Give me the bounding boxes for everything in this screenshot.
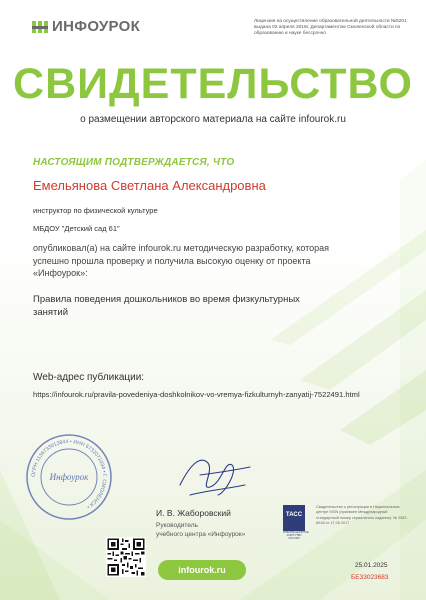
infourok-logo	[32, 18, 140, 35]
recipient-name: Емельянова Светлана Александровна	[33, 178, 266, 193]
certificate-id: БЕ33023683	[351, 574, 389, 581]
logo-text: ИНФОУРОК	[52, 18, 141, 35]
confirm-label: НАСТОЯЩИМ ПОДТВЕРЖДАЕТСЯ, ЧТО	[33, 157, 235, 168]
signer-role	[156, 522, 245, 539]
publication-url[interactable]: https://infourok.ru/pravila-povedeniya-doshkolnikov-vo-vremya-fizkulturnyh-zanyatij-7522491.html	[33, 390, 360, 399]
tass-logo: ТАСС	[283, 505, 305, 531]
recipient-organization: МБДОУ "Детский сад 61"	[33, 224, 120, 233]
signer-name: И. В. Жаборовский	[156, 508, 231, 518]
license-text: Лицензия на осуществление образовательной деятельности №5201 выдана 02 апреля 2018г. Департаментом Смоленской области по образованию и науке бессрочно	[254, 19, 407, 37]
infourok-logo-icon	[32, 19, 48, 35]
signature-graphic	[170, 445, 255, 505]
stamp-ring-text: ОГРН 1136733013844 • ИНН 6732071034 • Г. СМОЛЕНСК •	[30, 438, 108, 510]
issue-date: 25.01.2025	[355, 562, 388, 569]
web-address-label: Web-адрес публикации:	[33, 372, 145, 383]
tass-subtitle: ИНФОРМАЦИОННОЕ АГЕНТСТВО РОССИИ	[283, 531, 309, 540]
signer-role-line2: учебного центра «Инфоурок»	[156, 530, 246, 538]
certificate-title: СВИДЕТЕЛЬСТВО	[13, 60, 413, 108]
signer-role-line1: Руководитель	[156, 522, 198, 529]
issn-registration-text: Свидетельство о регистрации в Национальном центре ISSN (присвоен Международный стандартный номер сериального издания): № 2587-8018 от 17.06.2017	[316, 505, 408, 526]
site-link-button[interactable]: infourok.ru	[158, 560, 246, 580]
official-stamp	[24, 432, 114, 522]
recipient-position: инструктор по физической культуре	[33, 206, 158, 215]
certificate-subtitle: о размещении авторского материала на сайте infourok.ru	[80, 114, 346, 125]
published-text: опубликовал(а) на сайте infourok.ru методическую разработку, которая успешно прошла проверку и получила высокую оценку от проекта «Инфоурок»:	[33, 243, 330, 278]
qr-code[interactable]	[106, 537, 146, 577]
stamp-center-text: Инфоурок	[49, 472, 89, 482]
work-title: Правила поведения дошкольников во время физкультурных занятий	[33, 294, 300, 318]
